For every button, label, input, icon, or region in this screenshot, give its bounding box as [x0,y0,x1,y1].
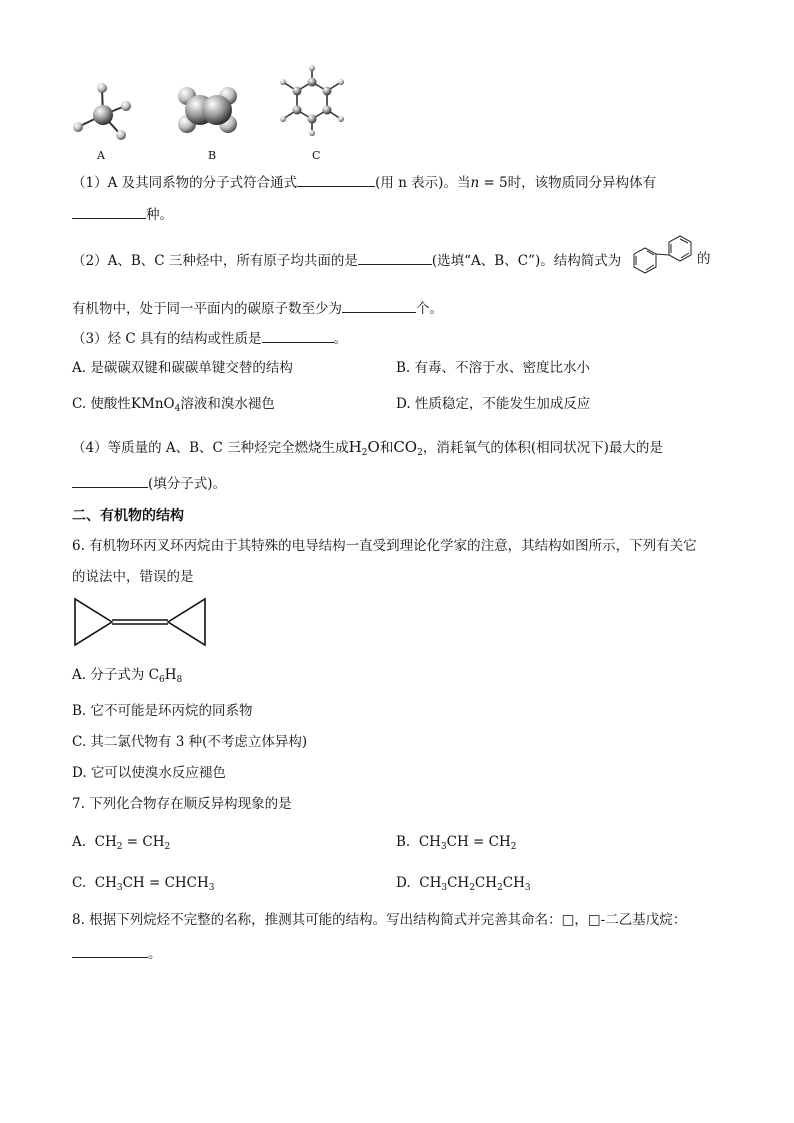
model-b-ethylene [178,87,237,133]
q5-part2-de: 的 [697,251,711,267]
answer-blank[interactable] [72,943,148,958]
q7-option-d[interactable]: D. $CH_3CH_2CH_2CH_3$ [396,875,531,893]
q5-part2-line1: （2）A、B、C 三种烃中，所有原子均共面的是 (选填“A、B、C”)。结构简式为 [72,250,621,270]
section-title: 二、有机物的结构 [72,508,184,524]
answer-blank[interactable] [342,298,416,313]
q8-stem: 8. 根据下列烷烃不完整的名称，推测其可能的结构。写出结构简式并完善其命名：□，□-二乙基戊烷： [72,912,687,928]
q5-option-c[interactable]: C. 使酸性KMnO$_4$溶液和溴水褪色 [72,396,275,414]
q6-option-c[interactable]: C. 其二氯代物有 3 种(不考虑立体异构) [72,734,308,750]
q6-stem-line1: 6. 有机物环丙叉环丙烷由于其特殊的电导结构一直受到理论化学家的注意，其结构如图所示，下列有关它 [72,538,697,554]
cyclopropylidenecyclopropane-structure [72,596,212,648]
q5-part4-line1: （4）等质量的 A、B、C 三种烃完全燃烧生成$H_2O$和$CO_2$，消耗氧气的体积(相同状况下)最大的是 [72,438,663,458]
biphenyl-structure [630,232,696,284]
q5-part3-stem: （3）烃 C 具有的结构或性质是 。 [72,328,347,348]
model-label-b: B [208,149,217,162]
answer-blank[interactable] [72,204,146,219]
q8-answer-line: 。 [72,943,162,963]
q5-part4-line2: (填分子式)。 [72,473,226,493]
q6-option-b[interactable]: B. 它不可能是环丙烷的同系物 [72,703,253,719]
answer-blank[interactable] [358,250,432,265]
q7-option-a[interactable]: A. $CH_2 = CH_2$ [72,834,171,852]
q5-part1-line2: 种。 [72,204,173,224]
model-label-c: C [312,149,321,162]
q5-option-d[interactable]: D. 性质稳定，不能发生加成反应 [396,396,591,412]
q5-option-a[interactable]: A. 是碳碳双键和碳碳单键交替的结构 [72,360,293,376]
q5-part2-line2: 有机物中，处于同一平面内的碳原子数至少为 个。 [72,298,443,318]
model-a-methane [73,83,131,140]
q7-option-b[interactable]: B. $CH_3CH = CH_2$ [396,834,517,852]
q6-option-a[interactable]: A. 分子式为 $C_6H_8$ [72,667,183,685]
answer-blank[interactable] [262,328,334,343]
answer-blank[interactable] [72,473,148,488]
q7-stem: 7. 下列化合物存在顺反异构现象的是 [72,796,292,812]
q7-option-c[interactable]: C. $CH_3CH$ = $CHCH_3$ [72,875,215,893]
q5-option-b[interactable]: B. 有毒、不溶于水、密度比水小 [396,360,591,376]
model-c-benzene [280,65,344,136]
q6-stem-line2: 的说法中，错误的是 [72,569,194,585]
q6-option-d[interactable]: D. 它可以使溴水反应褪色 [72,765,226,781]
answer-blank[interactable] [297,172,375,187]
q5-part1-line1: （1）A 及其同系物的分子式符合通式 (用 n 表示)。当n = 5时，该物质同分异构体有 [72,172,656,192]
model-label-a: A [97,149,105,162]
